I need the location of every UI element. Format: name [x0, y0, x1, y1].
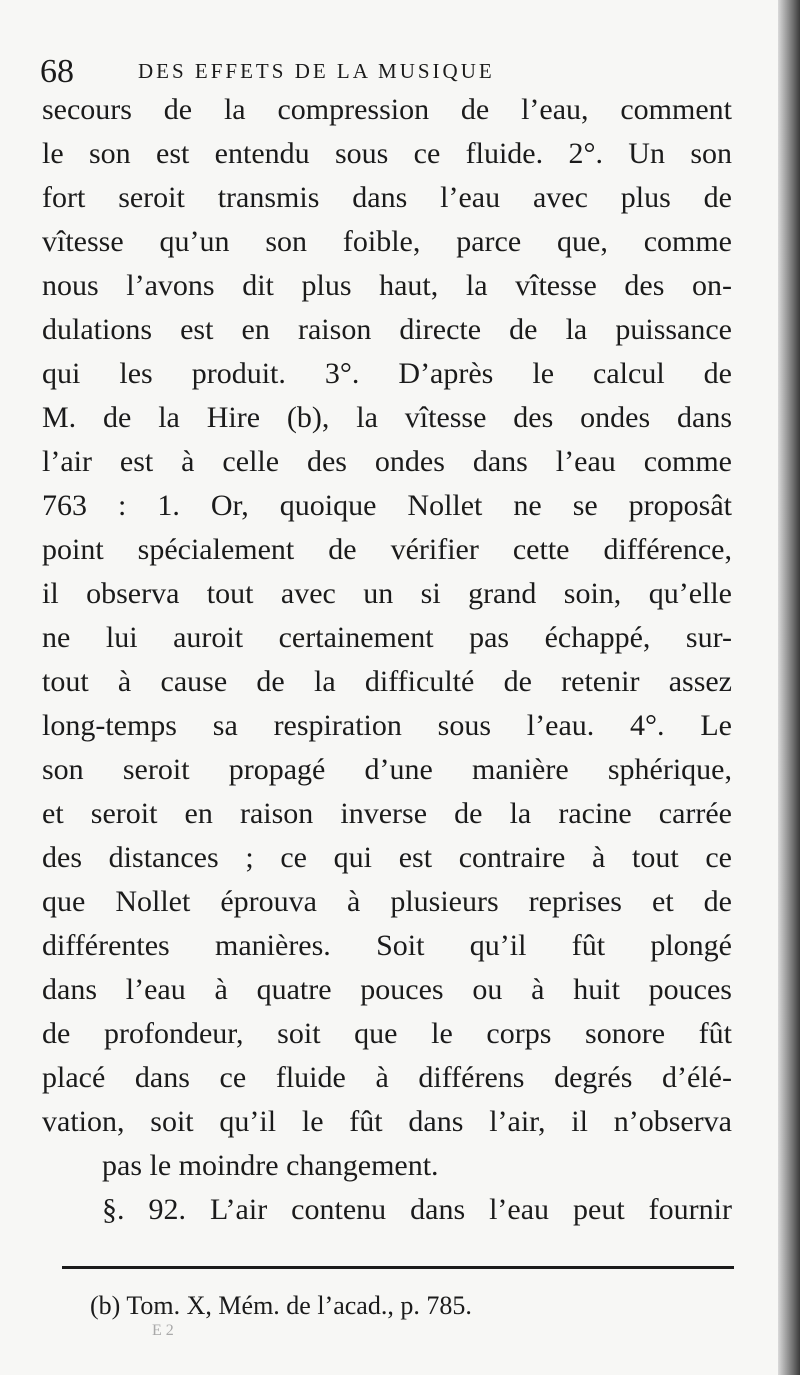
text-line: vîtesse qu’un son foible, parce que, comme: [42, 225, 732, 258]
paragraph-end-line: pas le moindre changement.: [102, 1149, 439, 1182]
text-line: qui les produit. 3°. D’après le calcul de: [42, 357, 732, 390]
page-number: 68: [40, 53, 74, 90]
text-line: des distances ; ce qui est contraire à tout ce: [42, 841, 732, 874]
text-line: le son est entendu sous ce fluide. 2°. Un son: [42, 137, 732, 170]
text-line: dulations est en raison directe de la puissance: [42, 313, 732, 346]
text-line: que Nollet éprouva à plusieurs reprises et de: [42, 885, 732, 918]
footnote: (b) Tom. X, Mém. de l’acad., p. 785.: [90, 1291, 472, 1320]
text-line: l’air est à celle des ondes dans l’eau comme: [42, 445, 732, 478]
text-line: de profondeur, soit que le corps sonore fût: [42, 1017, 732, 1050]
text-line: il observa tout avec un si grand soin, qu’elle: [42, 577, 732, 610]
text-line: dans l’eau à quatre pouces ou à huit pouces: [42, 973, 732, 1006]
text-line: long-temps sa respiration sous l’eau. 4°. Le: [42, 709, 732, 742]
body-text: [42, 88, 732, 1232]
text-line: son seroit propagé d’une manière sphérique,: [42, 753, 732, 786]
text-line: ne lui auroit certainement pas échappé, sur-: [42, 621, 732, 654]
text-line: tout à cause de la difficulté de retenir assez: [42, 665, 732, 698]
signature-mark: E 2: [152, 1322, 174, 1339]
text-line: et seroit en raison inverse de la racine carrée: [42, 797, 732, 830]
text-line: nous l’avons dit plus haut, la vîtesse des on-: [42, 269, 732, 302]
page-edge-shadow: [778, 0, 800, 1375]
text-line: M. de la Hire (b), la vîtesse des ondes dans: [42, 401, 732, 434]
text-line: 763 : 1. Or, quoique Nollet ne se proposât: [42, 489, 732, 522]
text-line: point spécialement de vérifier cette différence,: [42, 533, 732, 566]
text-line: secours de la compression de l’eau, comment: [42, 93, 732, 126]
running-title: DES EFFETS DE LA MUSIQUE: [138, 59, 495, 83]
footnote-rule: [62, 1266, 734, 1269]
text-line: fort seroit transmis dans l’eau avec plus de: [42, 181, 732, 214]
text-line: vation, soit qu’il le fût dans l’air, il n’observa: [42, 1105, 732, 1138]
section-start-line: §. 92. L’air contenu dans l’eau peut fournir: [102, 1193, 732, 1226]
text-line: différentes manières. Soit qu’il fût plongé: [42, 929, 732, 962]
text-line: placé dans ce fluide à différens degrés d’élé-: [42, 1061, 732, 1094]
